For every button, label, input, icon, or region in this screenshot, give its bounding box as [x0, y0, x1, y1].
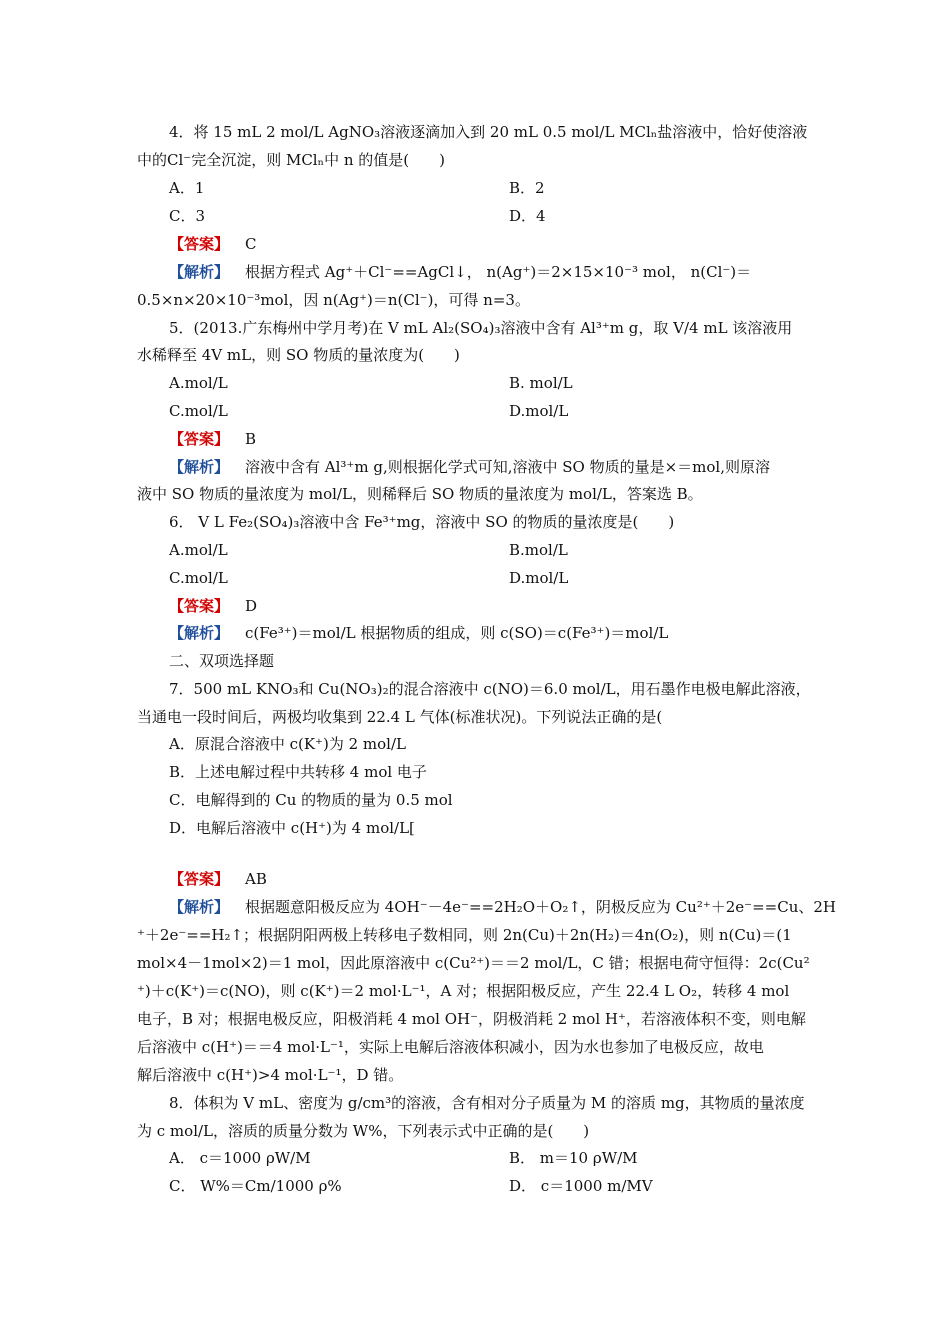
q7-explanation-line-4: ⁺)＋c(K⁺)＝c(NO)，则 c(K⁺)＝2 mol·L⁻¹，A 对；根据阳极反应，产生 22.4 L O₂，转移 4 mol — [137, 982, 790, 1000]
section-heading: 二、双项选择题 — [169, 652, 275, 670]
q8-stem-line-1: 8．体积为 V mL、密度为 g/cm³的溶液，含有相对分子质量为 M 的溶质 mg，其物质的量浓度 — [169, 1094, 805, 1112]
q7-explanation-line-7: 解后溶液中 c(H⁺)>4 mol·L⁻¹，D 错。 — [137, 1066, 404, 1084]
q5-option-c: C.mol/L — [169, 402, 228, 420]
q7-answer-line — [169, 866, 849, 892]
q4-answer: C — [245, 235, 257, 253]
q4-option-b: B．2 — [509, 179, 545, 197]
q8-option-d: D． c＝1000 m/MV — [509, 1177, 653, 1195]
q7-explanation-line-1 — [169, 894, 849, 920]
q5-answer: B — [245, 430, 257, 448]
explanation-tag: 【解析】 — [169, 898, 230, 916]
q7-option-c: C．电解得到的 Cu 的物质的量为 0.5 mol — [169, 791, 453, 809]
q7-option-b: B．上述电解过程中共转移 4 mol 电子 — [169, 763, 427, 781]
explanation-tag: 【解析】 — [169, 263, 230, 281]
answer-tag: 【答案】 — [169, 235, 230, 253]
q8-option-c: C． W%＝Cm/1000 ρ% — [169, 1177, 342, 1195]
answer-tag: 【答案】 — [169, 870, 230, 888]
q7-option-d: D．电解后溶液中 c(H⁺)为 4 mol/L[ — [169, 819, 415, 837]
q4-stem-line-1: 4．将 15 mL 2 mol/L AgNO₃溶液逐滴加入到 20 mL 0.5 mol/L MClₙ盐溶液中，恰好使溶液 — [169, 123, 808, 141]
q5-explanation-text-1: 溶液中含有 Al³⁺m g,则根据化学式可知,溶液中 SO 物质的量是×＝mol,则原溶 — [245, 458, 770, 476]
q8-option-a: A． c＝1000 ρW/M — [169, 1149, 311, 1167]
q8-stem-line-2: 为 c mol/L，溶质的质量分数为 W%，下列表示式中正确的是( ) — [137, 1122, 590, 1140]
q4-option-c: C．3 — [169, 207, 206, 225]
q5-option-b: B. mol/L — [509, 374, 573, 392]
answer-tag: 【答案】 — [169, 597, 230, 615]
q4-stem-line-2: 中的Cl⁻完全沉淀，则 MClₙ中 n 的值是( ) — [137, 151, 445, 169]
q6-answer-line — [169, 593, 849, 619]
q7-explanation-line-5: 电子，B 对；根据电极反应，阳极消耗 4 mol OH⁻，阴极消耗 2 mol H⁺，若溶液体积不变，则电解 — [137, 1010, 806, 1028]
q6-option-a: A.mol/L — [169, 541, 228, 559]
explanation-tag: 【解析】 — [169, 458, 230, 476]
q6-stem-line-1: 6． V L Fe₂(SO₄)₃溶液中含 Fe³⁺mg，溶液中 SO 的物质的量浓度是( ) — [169, 513, 675, 531]
q7-option-a: A．原混合溶液中 c(K⁺)为 2 mol/L — [169, 735, 406, 753]
q5-stem-line-1: 5．(2013.广东梅州中学月考)在 V mL Al₂(SO₄)₃溶液中含有 Al³⁺m g，取 V/4 mL 该溶液用 — [169, 319, 793, 337]
q4-explanation-text-1: 根据方程式 Ag⁺＋Cl⁻==AgCl↓， n(Ag⁺)＝2×15×10⁻³ mol， n(Cl⁻)＝ — [245, 263, 752, 281]
q8-option-b: B． m＝10 ρW/M — [509, 1149, 638, 1167]
q7-explanation-line-3: mol×4－1mol×2)＝1 mol，因此原溶液中 c(Cu²⁺)＝＝2 mol/L，C 错；根据电荷守恒得：2c(Cu² — [137, 954, 810, 972]
q6-explanation-line-1 — [169, 620, 849, 646]
q7-explanation-text-1: 根据题意阳极反应为 4OH⁻－4e⁻==2H₂O＋O₂↑，阴极反应为 Cu²⁺＋2e⁻==Cu、2H — [245, 898, 836, 916]
q7-stem-line-1: 7．500 mL KNO₃和 Cu(NO₃)₂的混合溶液中 c(NO)＝6.0 mol/L，用石墨作电极电解此溶液， — [169, 680, 811, 698]
q7-stem-line-2: 当通电一段时间后，两极均收集到 22.4 L 气体(标准状况)。下列说法正确的是( — [137, 708, 663, 726]
q5-option-a: A.mol/L — [169, 374, 228, 392]
q6-option-d: D.mol/L — [509, 569, 569, 587]
q5-option-d: D.mol/L — [509, 402, 569, 420]
q5-explanation-line-1 — [169, 454, 849, 480]
q6-explanation-text-1: c(Fe³⁺)＝mol/L 根据物质的组成，则 c(SO)＝c(Fe³⁺)＝mol/L — [245, 624, 669, 642]
explanation-tag: 【解析】 — [169, 624, 230, 642]
q4-explanation-line-1 — [169, 259, 849, 285]
q5-stem-line-2: 水稀释至 4V mL，则 SO 物质的量浓度为( ) — [137, 346, 460, 364]
q6-option-b: B.mol/L — [509, 541, 568, 559]
q4-explanation-line-2: 0.5×n×20×10⁻³mol，因 n(Ag⁺)＝n(Cl⁻)，可得 n=3。 — [137, 291, 530, 309]
q5-explanation-line-2: 液中 SO 物质的量浓度为 mol/L，则稀释后 SO 物质的量浓度为 mol/L，答案选 B。 — [137, 485, 703, 503]
q7-answer: AB — [245, 870, 267, 888]
q7-explanation-line-2: ⁺＋2e⁻==H₂↑；根据阴阳两极上转移电子数相同，则 2n(Cu)＋2n(H₂)＝4n(O₂)，则 n(Cu)＝(1 — [137, 926, 792, 944]
q4-option-a: A．1 — [169, 179, 205, 197]
answer-tag: 【答案】 — [169, 430, 230, 448]
q4-answer-line — [169, 231, 849, 257]
q5-answer-line — [169, 426, 849, 452]
q7-explanation-line-6: 后溶液中 c(H⁺)＝＝4 mol·L⁻¹，实际上电解后溶液体积减小，因为水也参加了电极反应，故电 — [137, 1038, 764, 1056]
q6-option-c: C.mol/L — [169, 569, 228, 587]
q6-answer: D — [245, 597, 258, 615]
q4-option-d: D．4 — [509, 207, 546, 225]
